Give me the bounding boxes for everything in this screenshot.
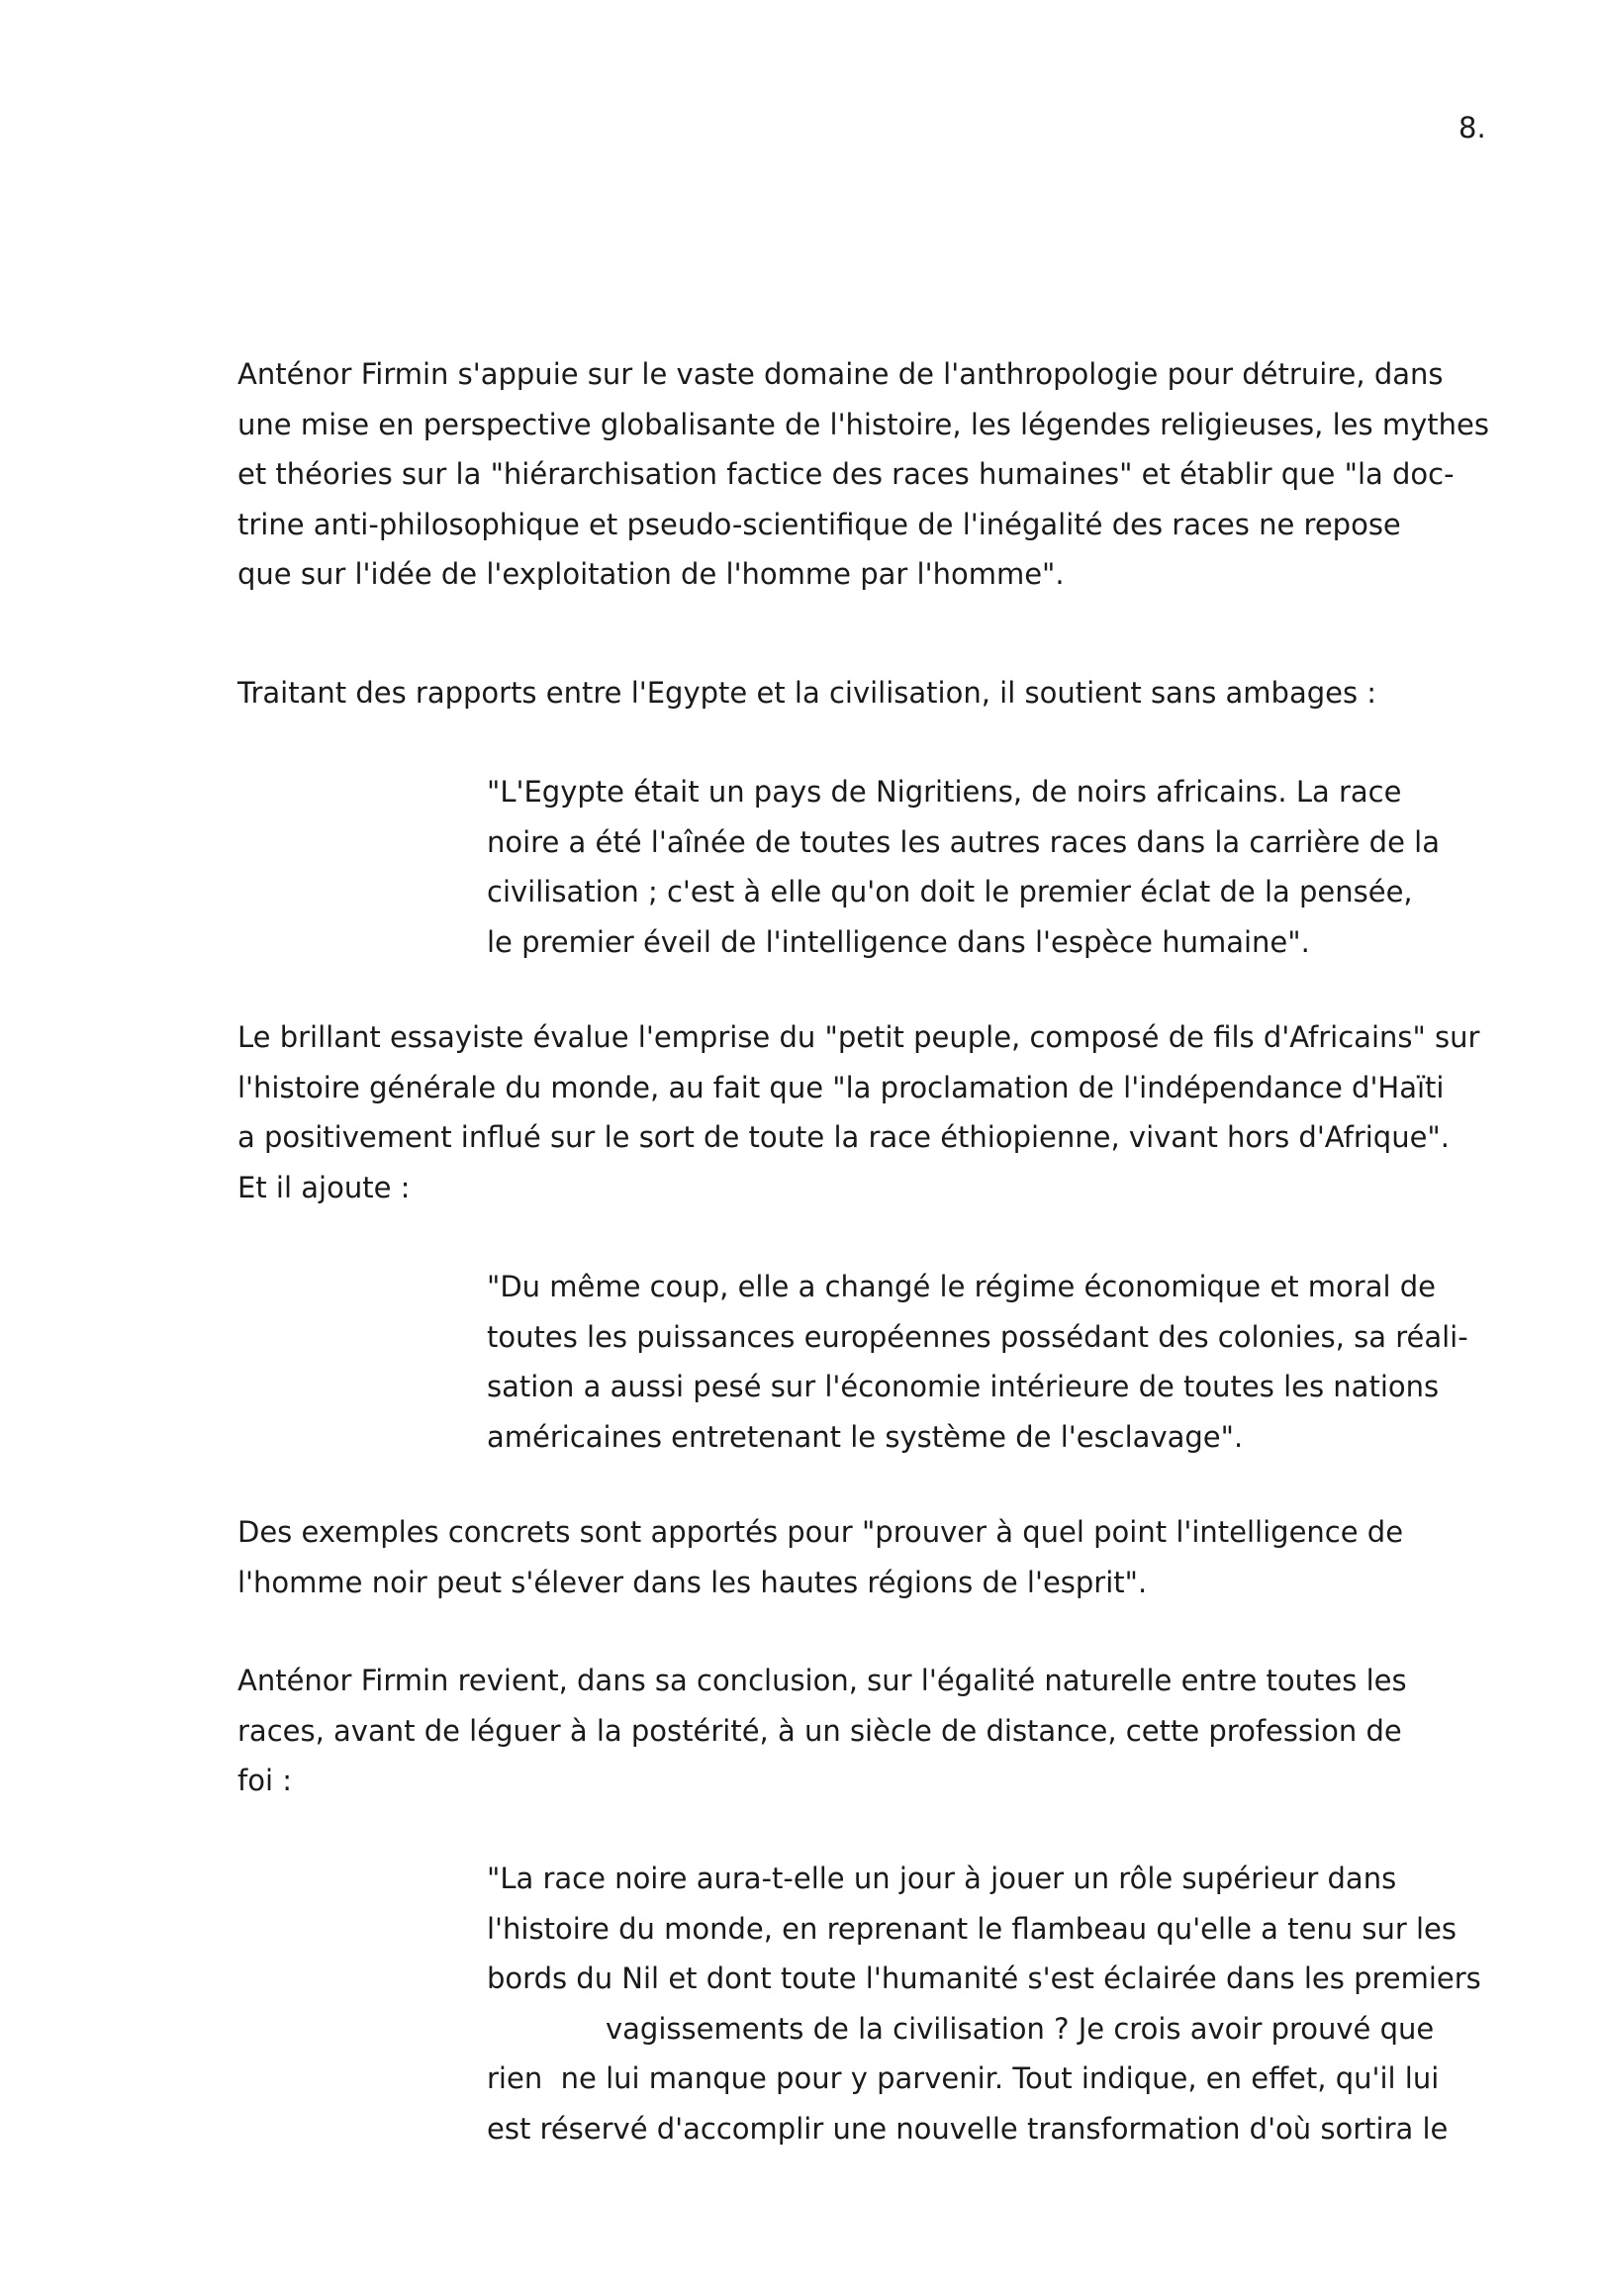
paragraph-1	[237, 349, 1489, 600]
paragraph-5	[237, 1656, 1407, 1806]
block-quote-2	[487, 1262, 1468, 1462]
paragraph-line: Anténor Firmin revient, dans sa conclusion, sur l'égalité naturelle entre toutes les	[237, 1664, 1407, 1697]
paragraph-line: une mise en perspective globalisante de l'histoire, les légendes religieuses, les mythes	[237, 407, 1489, 441]
paragraph-line: Et il ajoute :	[237, 1170, 411, 1204]
quote-line: rien ne lui manque pour y parvenir. Tout indique, en effet, qu'il lui	[487, 2061, 1440, 2095]
paragraph-line: trine anti-philosophique et pseudo-scientifique de l'inégalité des races ne repose	[237, 507, 1401, 541]
paragraph-line: l'histoire générale du monde, au fait que "la proclamation de l'indépendance d'Haïti	[237, 1070, 1445, 1104]
quote-line: le premier éveil de l'intelligence dans l'espèce humaine".	[487, 924, 1310, 959]
block-quote-3	[487, 1854, 1481, 2153]
quote-line: toutes les puissances européennes possédant des colonies, sa réali-	[487, 1319, 1468, 1354]
paragraph-line: Traitant des rapports entre l'Egypte et la civilisation, il soutient sans ambages :	[237, 676, 1377, 710]
paragraph-line: foi :	[237, 1764, 292, 1797]
paragraph-line: Le brillant essayiste évalue l'emprise du "petit peuple, composé de fils d'Africains" sur	[237, 1020, 1480, 1054]
paragraph-line: a positivement influé sur le sort de toute la race éthiopienne, vivant hors d'Afrique".	[237, 1120, 1450, 1154]
quote-line: l'histoire du monde, en reprenant le flambeau qu'elle a tenu sur les	[487, 1911, 1457, 1946]
paragraph-line: et théories sur la "hiérarchisation factice des races humaines" et établir que "la doc-	[237, 457, 1455, 491]
block-quote-1	[487, 767, 1440, 967]
paragraph-line: l'homme noir peut s'élever dans les hautes régions de l'esprit".	[237, 1565, 1148, 1599]
paragraph-line: Anténor Firmin s'appuie sur le vaste domaine de l'anthropologie pour détruire, dans	[237, 357, 1444, 391]
quote-line: noire a été l'aînée de toutes les autres races dans la carrière de la	[487, 824, 1440, 859]
paragraph-3	[237, 1012, 1479, 1212]
quote-line: "La race noire aura-t-elle un jour à jouer un rôle supérieur dans	[487, 1862, 1397, 1895]
paragraph-4	[237, 1507, 1403, 1607]
quote-line: est réservé d'accomplir une nouvelle transformation d'où sortira le	[487, 2111, 1449, 2146]
quote-line: "Du même coup, elle a changé le régime économique et moral de	[487, 1270, 1436, 1303]
quote-line: civilisation ; c'est à elle qu'on doit le premier éclat de la pensée,	[487, 875, 1413, 909]
quote-line: "L'Egypte était un pays de Nigritiens, de noirs africains. La race	[487, 775, 1402, 809]
quote-line: bords du Nil et dont toute l'humanité s'est éclairée dans les premiers	[487, 1961, 1481, 1995]
paragraph-line: races, avant de léguer à la postérité, à un siècle de distance, cette profession de	[237, 1713, 1402, 1748]
quote-line: américaines entretenant le système de l'esclavage".	[487, 1419, 1244, 1454]
paragraph-2	[237, 668, 1376, 718]
paragraph-line: que sur l'idée de l'exploitation de l'homme par l'homme".	[237, 557, 1065, 591]
quote-line: vagissements de la civilisation ? Je crois avoir prouvé que	[606, 2011, 1435, 2046]
quote-line: sation a aussi pesé sur l'économie intérieure de toutes les nations	[487, 1370, 1440, 1403]
page-number: 8.	[1458, 111, 1486, 144]
paragraph-line: Des exemples concrets sont apportés pour "prouver à quel point l'intelligence de	[237, 1515, 1404, 1549]
